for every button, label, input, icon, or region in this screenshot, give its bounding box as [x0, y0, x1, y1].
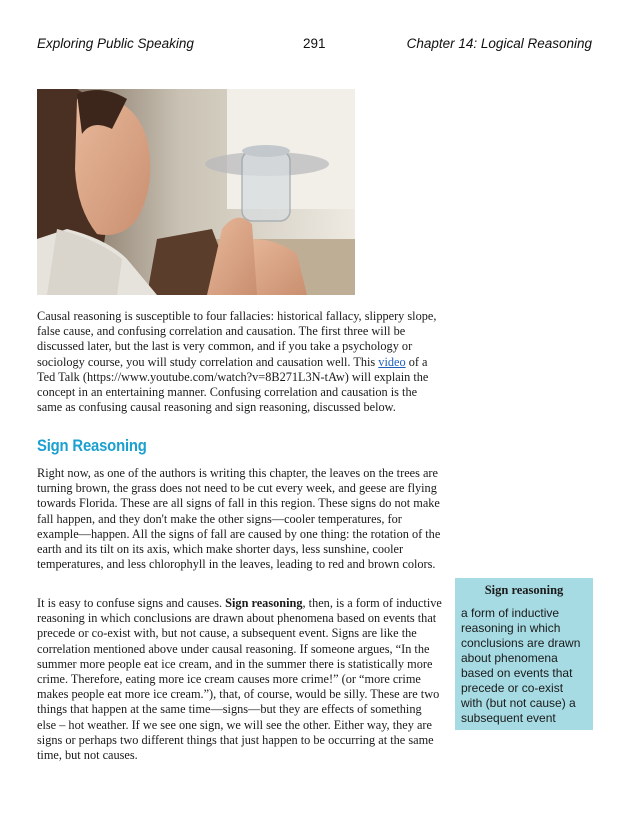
paragraph-text: Right now, as one of the authors is writing this chapter, the leaves on the trees are turning brown, the grass does not need to be cut every week, and geese are flying towards Florida. These are all signs of fall in this region. These signs do not make fall happen, and they don't make the other signs—cooler temperatures, for example—happen. All the signs of fall are caused by one thing: the rotation of the earth and its tilt on its axis, which make shorter days, less sunshine, cooler temperatures, and less chlorophyll in the leaves, leading to red and brown colors. [37, 466, 441, 572]
glossary-sidebar [455, 578, 593, 730]
section-heading: Sign Reasoning [37, 437, 147, 455]
video-link[interactable]: video [378, 354, 406, 369]
paragraph-text: Causal reasoning is susceptible to four fallacies: historical fallacy, slippery slope, false cause, and confusing correlation and causation. The first three will be discussed later, but the last is very common, and if you take a psychology or sociology course, you will study correlation and causation well. This [37, 309, 437, 369]
paragraph-causal-fallacies [37, 309, 442, 415]
running-header-title: Exploring Public Speaking [37, 36, 194, 51]
sidebar-definition: a form of inductive reasoning in which conclusions are drawn about phenomena based on events that precede or co-exist with (but not cause) a subsequent event [461, 606, 581, 725]
key-term: Sign reasoning [225, 596, 303, 610]
photo-woman-holding-jar [37, 89, 355, 295]
sidebar-title: Sign reasoning [484, 583, 564, 597]
paragraph-signs-of-fall [37, 466, 442, 572]
paragraph-text: of a Ted Talk (https://www.youtube.com/watch?v=8B271L3N-tAw) will explain the concept in an entertaining manner. Confusing correlation and causation is the same as confusing causal reasoning and sign reasoning, discussed below. [37, 354, 429, 415]
paragraph-text: , then, is a form of inductive reasoning in which conclusions are drawn about phenomena based on events that precede or co-exist with, but not cause, a subsequent event. Signs are like the correlation mentioned above under causal reasoning. If someone argues, “In the summer more people eat ice cream, and in the summer there is statistically more crime. Therefore, eating more ice cream causes more crime!” (or “more crime makes people eat more ice cream.”), that, of course, would be silly. These are two things that happen at the same time—signs—but they are effects of something else – hot weather. If we see one sign, we will see the other. Either way, they are signs or perhaps two different things that just happen to be occurring at the same time, but not causes. [37, 596, 442, 763]
page-number: 291 [303, 36, 326, 51]
paragraph-sign-reasoning-definition [37, 596, 442, 763]
photo-illustration [37, 89, 355, 295]
paragraph-text: It is easy to confuse signs and causes. [37, 596, 226, 610]
running-header-chapter: Chapter 14: Logical Reasoning [406, 36, 592, 51]
